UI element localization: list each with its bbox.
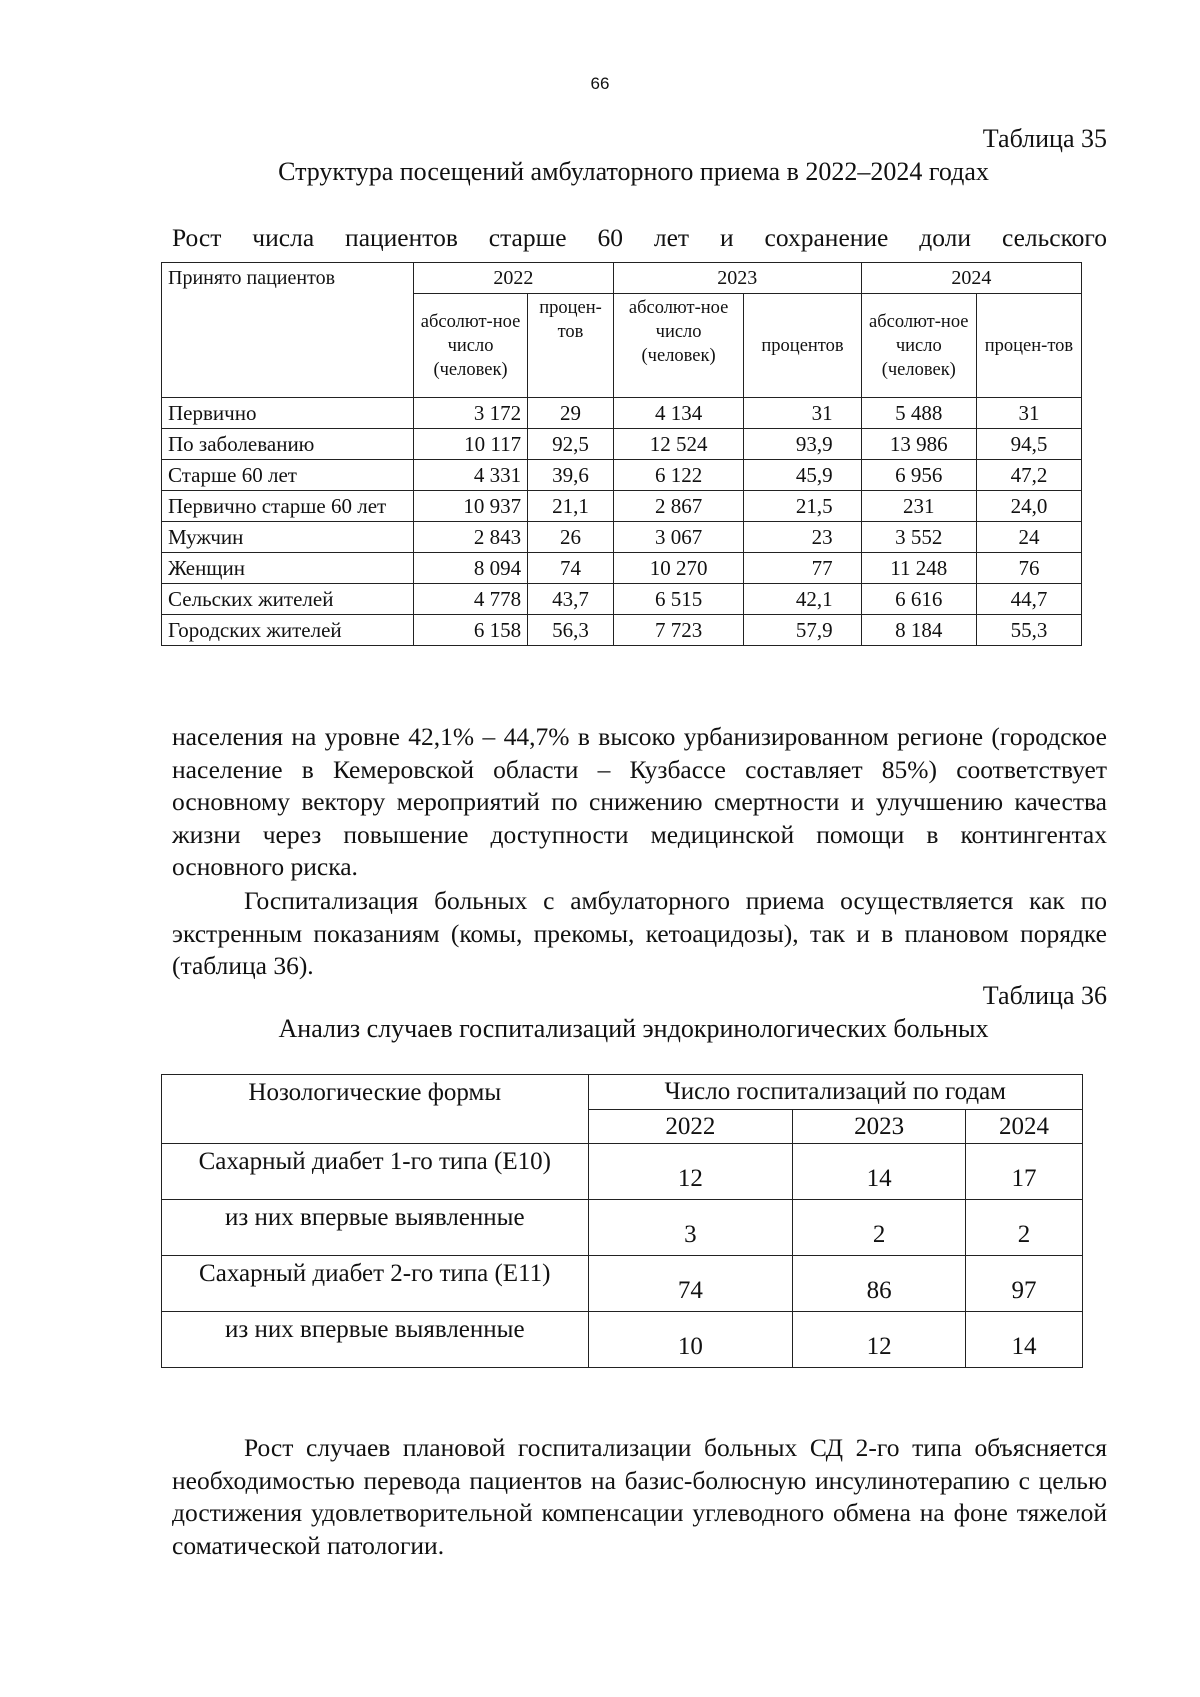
cell-value: 17: [966, 1144, 1083, 1200]
cell-absolute: 2 867: [613, 491, 744, 522]
cell-percent: 31: [744, 398, 861, 429]
cell-value: 97: [966, 1256, 1083, 1312]
row-label: из них впервые выявленные: [162, 1200, 589, 1256]
subheader-percent: процен-тов: [528, 294, 614, 398]
cell-percent: 57,9: [744, 615, 861, 646]
header-year: 2022: [413, 263, 613, 294]
table-36: [161, 1074, 1083, 1368]
page-number: 66: [590, 74, 610, 93]
cell-value: 12: [588, 1144, 793, 1200]
cell-percent: 21,5: [744, 491, 861, 522]
cell-percent: 76: [976, 553, 1081, 584]
cell-absolute: 10 937: [413, 491, 527, 522]
header-year: 2022: [588, 1110, 793, 1144]
paragraph-1-first-line: Рост числа пациентов старше 60 лет и сохранение доли сельского: [172, 223, 1107, 252]
cell-percent: 74: [528, 553, 614, 584]
cell-absolute: 11 248: [861, 553, 976, 584]
cell-absolute: 6 956: [861, 460, 976, 491]
cell-value: 2: [793, 1200, 966, 1256]
table-row: [162, 615, 1082, 646]
table-row: [162, 491, 1082, 522]
cell-percent: 24,0: [976, 491, 1081, 522]
row-label: Старше 60 лет: [162, 460, 414, 491]
cell-percent: 39,6: [528, 460, 614, 491]
cell-value: 14: [793, 1144, 966, 1200]
table-36-title: Анализ случаев госпитализаций эндокринологических больных: [278, 1014, 989, 1043]
cell-absolute: 5 488: [861, 398, 976, 429]
table-row: [162, 522, 1082, 553]
cell-percent: 92,5: [528, 429, 614, 460]
cell-absolute: 6 158: [413, 615, 527, 646]
row-label: Городских жителей: [162, 615, 414, 646]
header-patients: Принято пациентов: [162, 263, 414, 398]
subheader-percent: процентов: [744, 294, 861, 398]
cell-percent: 21,1: [528, 491, 614, 522]
cell-value: 10: [588, 1312, 793, 1368]
cell-percent: 23: [744, 522, 861, 553]
cell-absolute: 10 270: [613, 553, 744, 584]
cell-value: 86: [793, 1256, 966, 1312]
subheader-absolute: абсолют-ное число (человек): [413, 294, 527, 398]
row-label: из них впервые выявленные: [162, 1312, 589, 1368]
row-label: Сахарный диабет 1-го типа (Е10): [162, 1144, 589, 1200]
row-label: Первично старше 60 лет: [162, 491, 414, 522]
cell-absolute: 6 515: [613, 584, 744, 615]
cell-absolute: 13 986: [861, 429, 976, 460]
table-row: [162, 1312, 1083, 1368]
cell-absolute: 3 067: [613, 522, 744, 553]
header-year: 2023: [613, 263, 861, 294]
table-35: [161, 262, 1082, 646]
cell-percent: 44,7: [976, 584, 1081, 615]
table-row: [162, 429, 1082, 460]
row-label: Сельских жителей: [162, 584, 414, 615]
table-36-label: Таблица 36: [982, 981, 1107, 1010]
header-year: 2023: [793, 1110, 966, 1144]
cell-value: 12: [793, 1312, 966, 1368]
cell-absolute: 8 184: [861, 615, 976, 646]
cell-percent: 29: [528, 398, 614, 429]
cell-absolute: 6 616: [861, 584, 976, 615]
cell-percent: 26: [528, 522, 614, 553]
cell-value: 14: [966, 1312, 1083, 1368]
paragraph-1-continued: населения на уровне 42,1% – 44,7% в высоко урбанизированном регионе (городское население в Кемеровской области – Кузбассе составляет 85%) соответствует основному вектору мероприятий по снижению смертности и улучшению качества жизни через повышение доступности медицинской помощи в контингентах основного риска.: [172, 722, 1107, 881]
table-row: [162, 553, 1082, 584]
cell-absolute: 7 723: [613, 615, 744, 646]
cell-percent: 43,7: [528, 584, 614, 615]
paragraph-3: Рост случаев плановой госпитализации больных СД 2-го типа объясняется необходимостью перевода пациентов на базис-болюсную инсулинотерапию с целью достижения удовлетворительной компенсации углеводного обмена на фоне тяжелой соматической патологии.: [172, 1433, 1107, 1560]
table-row: [162, 1144, 1083, 1200]
subheader-percent: процен-тов: [976, 294, 1081, 398]
table-35-title: Структура посещений амбулаторного приема в 2022–2024 годах: [278, 157, 989, 186]
header-hospitalizations-by-year: Число госпитализаций по годам: [588, 1075, 1082, 1110]
header-year: 2024: [861, 263, 1081, 294]
table-row: [162, 584, 1082, 615]
header-year: 2024: [966, 1110, 1083, 1144]
subheader-absolute: абсолют-ное число (человек): [613, 294, 744, 398]
cell-value: 3: [588, 1200, 793, 1256]
table-35-label: Таблица 35: [982, 124, 1107, 153]
cell-absolute: 3 172: [413, 398, 527, 429]
row-label: Первично: [162, 398, 414, 429]
cell-percent: 77: [744, 553, 861, 584]
cell-absolute: 4 331: [413, 460, 527, 491]
header-nosology: Нозологические формы: [162, 1075, 589, 1144]
cell-percent: 93,9: [744, 429, 861, 460]
cell-absolute: 4 778: [413, 584, 527, 615]
cell-percent: 31: [976, 398, 1081, 429]
row-label: По заболеванию: [162, 429, 414, 460]
cell-percent: 56,3: [528, 615, 614, 646]
cell-absolute: 10 117: [413, 429, 527, 460]
cell-absolute: 6 122: [613, 460, 744, 491]
cell-absolute: 2 843: [413, 522, 527, 553]
row-label: Мужчин: [162, 522, 414, 553]
table-row: [162, 398, 1082, 429]
table-row: [162, 1256, 1083, 1312]
row-label: Сахарный диабет 2-го типа (Е11): [162, 1256, 589, 1312]
cell-value: 2: [966, 1200, 1083, 1256]
paragraph-2: Госпитализация больных с амбулаторного приема осуществляется как по экстренным показаниям (комы, прекомы, кетоацидозы), так и в плановом порядке (таблица 36).: [172, 886, 1107, 980]
cell-value: 74: [588, 1256, 793, 1312]
cell-percent: 42,1: [744, 584, 861, 615]
cell-absolute: 8 094: [413, 553, 527, 584]
cell-absolute: 4 134: [613, 398, 744, 429]
cell-absolute: 12 524: [613, 429, 744, 460]
table-row: [162, 460, 1082, 491]
subheader-absolute: абсолют-ное число (человек): [861, 294, 976, 398]
cell-absolute: 3 552: [861, 522, 976, 553]
cell-percent: 55,3: [976, 615, 1081, 646]
cell-percent: 94,5: [976, 429, 1081, 460]
row-label: Женщин: [162, 553, 414, 584]
cell-percent: 47,2: [976, 460, 1081, 491]
cell-absolute: 231: [861, 491, 976, 522]
cell-percent: 45,9: [744, 460, 861, 491]
table-row: [162, 1200, 1083, 1256]
cell-percent: 24: [976, 522, 1081, 553]
